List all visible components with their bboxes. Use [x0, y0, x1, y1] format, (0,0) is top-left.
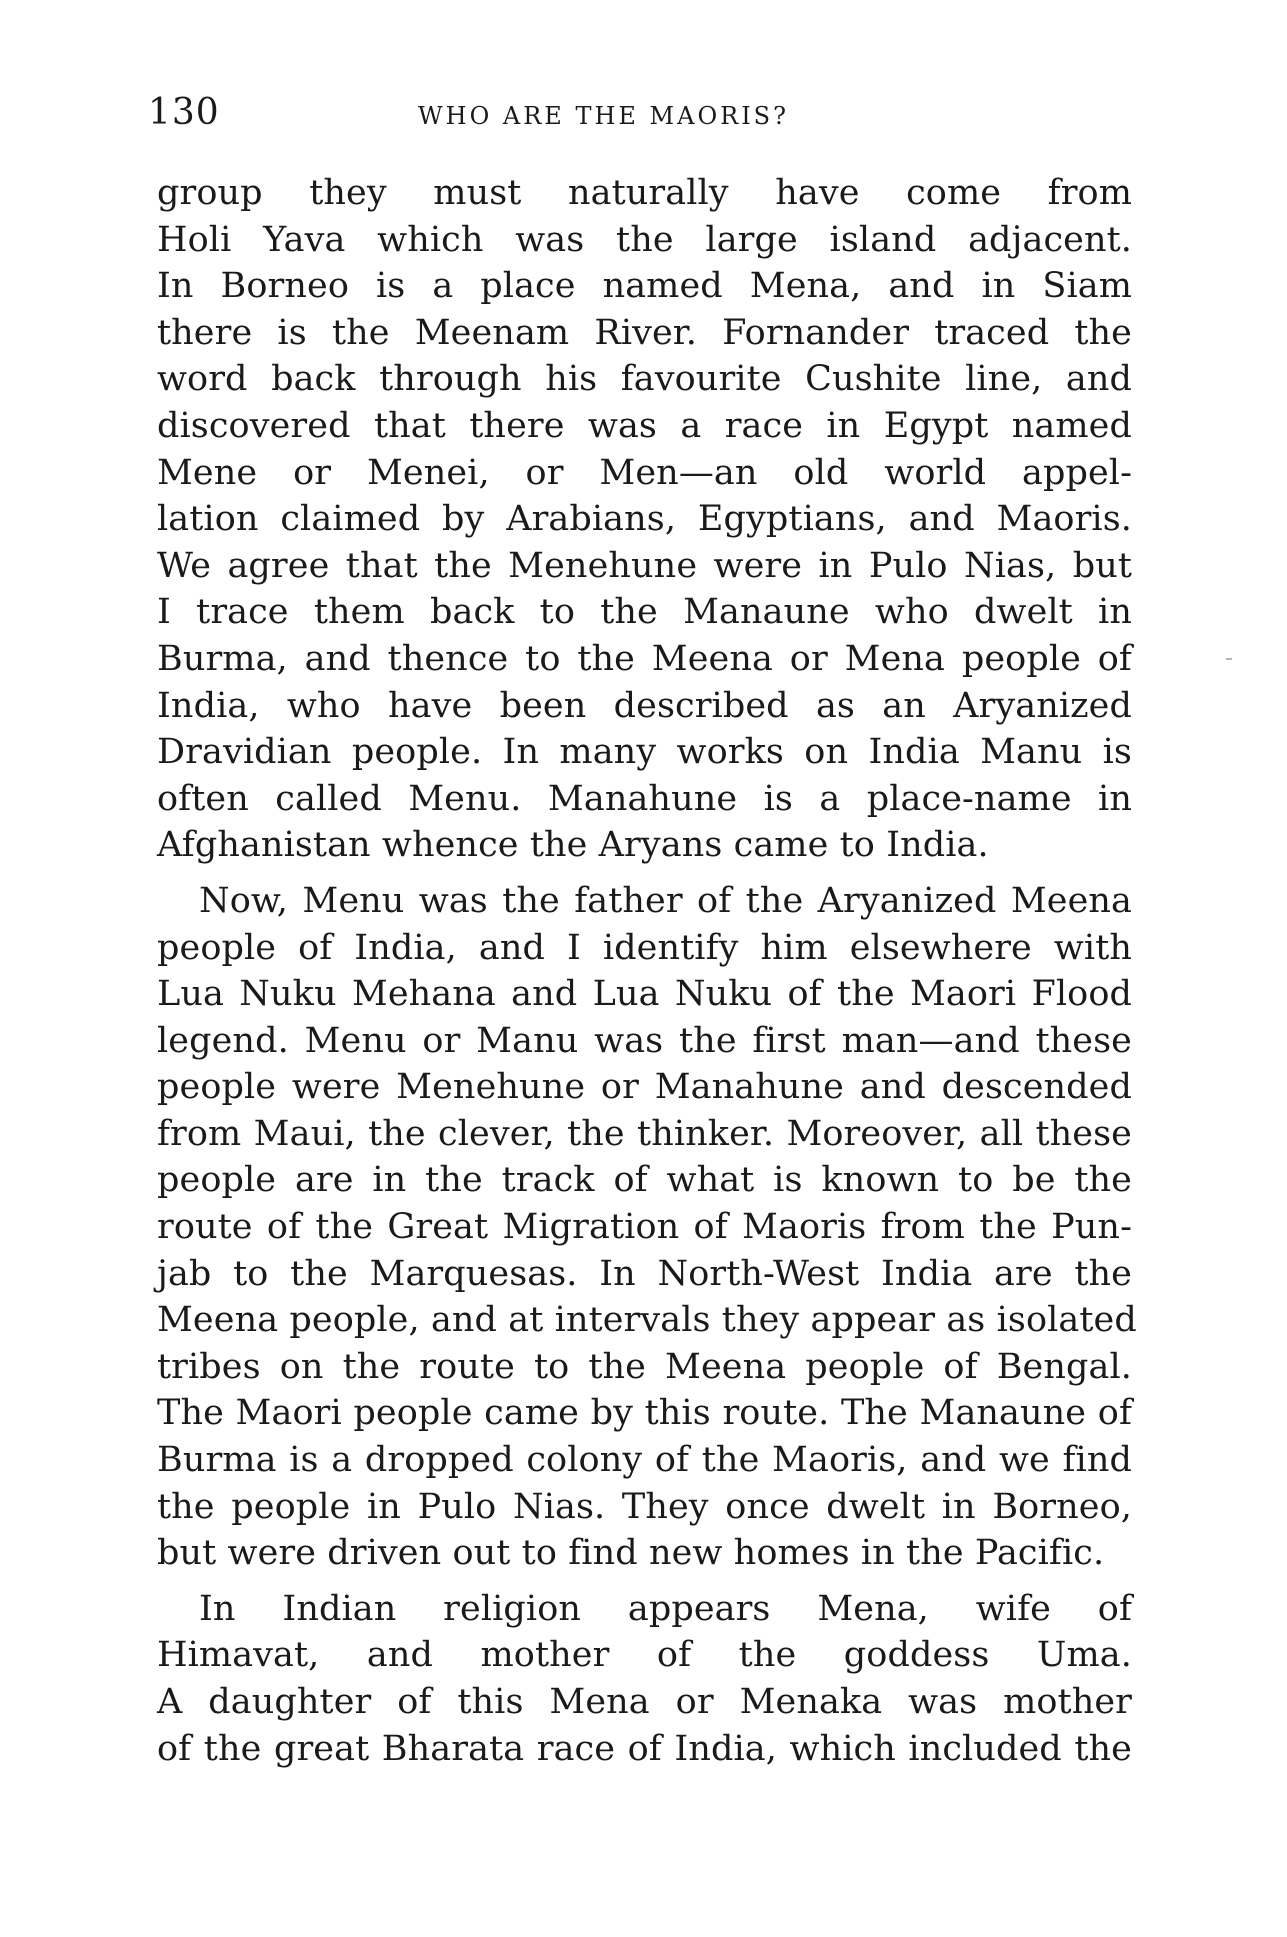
text-line: Himavat, and mother of the goddess Uma. [157, 1635, 1132, 1676]
text-line: lation claimed by Arabians, Egyptians, and Maoris. [157, 499, 1132, 540]
paragraph-3 [157, 1586, 1132, 1772]
text-line: A daughter of this Mena or Menaka was mother [157, 1682, 1132, 1722]
page-number: 130 [148, 92, 220, 133]
text-line: Lua Nuku Mehana and Lua Nuku of the Maori Flood [157, 974, 1132, 1015]
running-head [148, 92, 1128, 142]
body-text [157, 170, 1137, 1772]
text-line: The Maori people came by this route. The Manaune of [157, 1393, 1132, 1434]
text-line: In Borneo is a place named Mena, and in Siam [157, 266, 1132, 307]
text-line: the people in Pulo Nias. They once dwelt in Borneo, [157, 1486, 1132, 1527]
text-line: word back through his favourite Cushite line, and [157, 359, 1132, 400]
paragraph-gap [157, 869, 1132, 878]
text-line: group they must naturally have come from [157, 173, 1132, 213]
text-line: In Indian religion appears Mena, wife of [199, 1588, 1132, 1629]
text-line: Burma is a dropped colony of the Maoris, and we find [157, 1440, 1132, 1481]
text-line: people were Menehune or Manahune and descended [157, 1067, 1132, 1108]
paragraph-2 [157, 878, 1137, 1577]
paragraph-1 [157, 170, 1132, 869]
text-line: discovered that there was a race in Egypt named [157, 405, 1132, 446]
text-line: people are in the track of what is known to be the [157, 1160, 1132, 1201]
text-line: Dravidian people. In many works on India Manu is [157, 732, 1132, 773]
text-line: Mene or Menei, or Men—an old world appel- [157, 452, 1132, 493]
paragraph-gap [157, 1577, 1132, 1586]
text-line: We agree that the Menehune were in Pulo Nias, but [157, 545, 1132, 586]
text-line: Burma, and thence to the Meena or Mena people of [157, 638, 1132, 679]
text-line: from Maui, the clever, the thinker. Moreover, all these [157, 1113, 1132, 1154]
text-line: Holi Yava which was the large island adjacent. [157, 219, 1132, 260]
text-line: I trace them back to the Manaune who dwelt in [157, 592, 1132, 633]
text-line: Now, Menu was the father of the Aryanized Meena [199, 880, 1132, 921]
text-line: legend. Menu or Manu was the first man—and these [157, 1020, 1132, 1061]
text-line: people of India, and I identify him elsewhere with [157, 927, 1132, 968]
text-line: India, who have been described as an Aryanized [157, 685, 1132, 726]
running-title: WHO ARE THE MAORIS? [418, 102, 789, 130]
page-edge-mark [1226, 658, 1232, 660]
text-line: route of the Great Migration of Maoris from the Pun- [157, 1207, 1132, 1248]
text-line: jab to the Marquesas. In North-West India are the [157, 1253, 1132, 1294]
text-line: of the great Bharata race of India, which included the [157, 1728, 1132, 1769]
text-line: there is the Meenam River. Fornander traced the [157, 312, 1132, 353]
text-line: but were driven out to find new homes in the Pacific. [157, 1533, 1105, 1574]
text-line: Meena people, and at intervals they appear as isolated [157, 1300, 1137, 1341]
text-line: often called Menu. Manahune is a place-name in [157, 778, 1132, 819]
text-line: Afghanistan whence the Aryans came to India. [157, 825, 989, 866]
text-line: tribes on the route to the Meena people of Bengal. [157, 1346, 1132, 1387]
